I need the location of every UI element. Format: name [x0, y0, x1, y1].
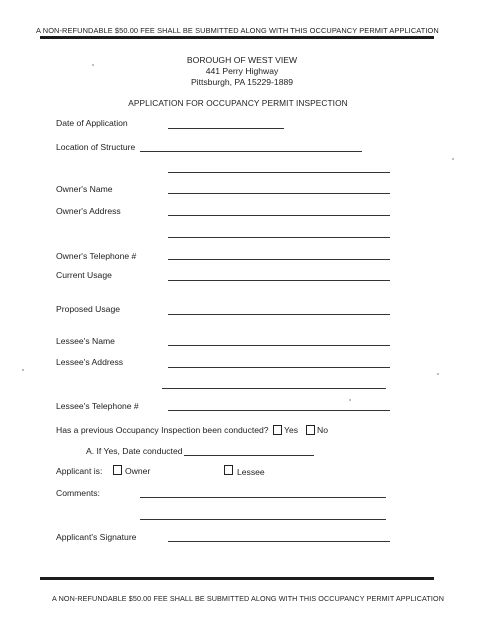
bottom-divider — [40, 577, 434, 580]
fee-notice-bottom: A NON-REFUNDABLE $50.00 FEE SHALL BE SUBMITTED ALONG WITH THIS OCCUPANCY PERMIT APPLICATION — [52, 594, 444, 603]
org-city: Pittsburgh, PA 15229-1889 — [190, 77, 294, 87]
no-checkbox[interactable] — [306, 425, 315, 435]
location-of-structure-field-2[interactable] — [168, 172, 390, 173]
scan-speck — [92, 64, 94, 66]
top-divider — [40, 36, 434, 39]
previous-inspection-question: Has a previous Occupancy Inspection been conducted? — [56, 425, 269, 435]
date-of-application-field[interactable] — [168, 128, 284, 129]
applicants-signature-field[interactable] — [168, 541, 390, 542]
comments-label: Comments: — [56, 488, 100, 498]
owners-address-field-2[interactable] — [168, 237, 390, 238]
owners-name-field[interactable] — [168, 193, 390, 194]
owner-label: Owner — [125, 466, 151, 476]
lessee-checkbox[interactable] — [224, 465, 233, 475]
location-of-structure-field[interactable] — [140, 151, 362, 152]
proposed-usage-field[interactable] — [168, 314, 390, 315]
lessee-label: Lessee — [237, 467, 265, 477]
owners-telephone-label: Owner's Telephone # — [56, 251, 137, 261]
date-conducted-field[interactable] — [184, 455, 314, 456]
current-usage-field[interactable] — [168, 280, 390, 281]
scan-speck — [349, 399, 351, 401]
owner-checkbox[interactable] — [113, 465, 122, 475]
comments-field-2[interactable] — [140, 519, 386, 520]
proposed-usage-label: Proposed Usage — [56, 304, 121, 314]
date-conducted-label: A. If Yes, Date conducted — [86, 446, 183, 456]
location-of-structure-label: Location of Structure — [56, 142, 136, 152]
owners-name-label: Owner's Name — [56, 184, 113, 194]
lessees-address-label: Lessee's Address — [56, 357, 124, 367]
yes-checkbox[interactable] — [273, 425, 282, 435]
scan-speck — [22, 369, 24, 371]
org-name: BOROUGH OF WEST VIEW — [186, 55, 298, 65]
scan-speck — [437, 373, 439, 375]
yes-label: Yes — [284, 425, 299, 435]
owners-address-label: Owner's Address — [56, 206, 121, 216]
lessees-telephone-field[interactable] — [168, 410, 390, 411]
lessees-telephone-label: Lessee's Telephone # — [56, 401, 139, 411]
lessees-address-field-2[interactable] — [162, 388, 386, 389]
lessees-name-label: Lessee's Name — [56, 336, 115, 346]
scan-speck — [452, 158, 454, 160]
no-label: No — [317, 425, 328, 435]
owners-address-field[interactable] — [168, 215, 390, 216]
lessees-name-field[interactable] — [168, 345, 390, 346]
current-usage-label: Current Usage — [56, 270, 112, 280]
lessees-address-field[interactable] — [168, 367, 390, 368]
date-of-application-label: Date of Application — [56, 118, 128, 128]
org-street: 441 Perry Highway — [205, 66, 279, 76]
fee-notice-top: A NON-REFUNDABLE $50.00 FEE SHALL BE SUBMITTED ALONG WITH THIS OCCUPANCY PERMIT APPLICATION — [36, 26, 439, 35]
applicant-is-label: Applicant is: — [56, 466, 103, 476]
form-title: APPLICATION FOR OCCUPANCY PERMIT INSPECTION — [128, 98, 348, 108]
applicants-signature-label: Applicant's Signature — [56, 532, 137, 542]
owners-telephone-field[interactable] — [168, 259, 390, 260]
comments-field[interactable] — [140, 497, 386, 498]
